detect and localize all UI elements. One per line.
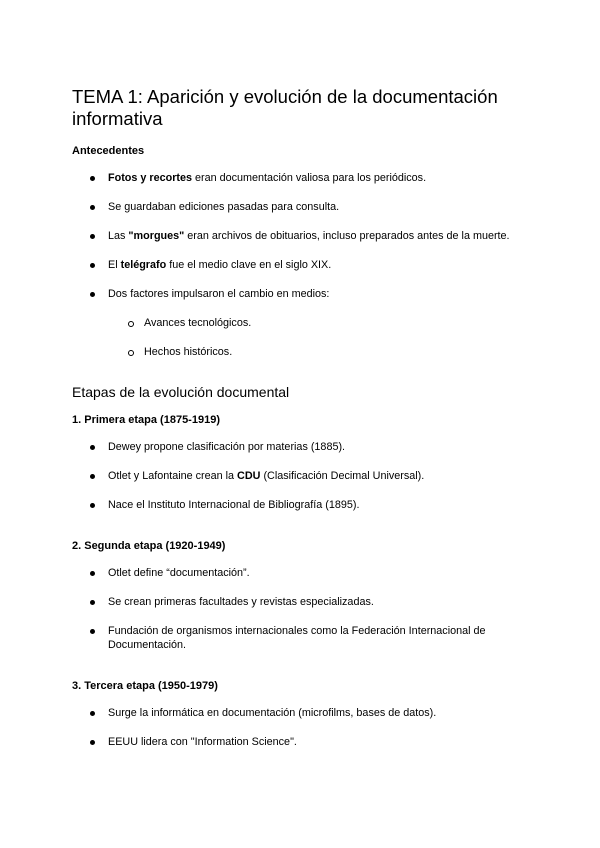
section-heading-etapas: Etapas de la evolución documental [72, 384, 290, 400]
stage-title-2: 2. Segunda etapa (1920-1949) [72, 540, 226, 552]
document-page [72, 86, 540, 749]
list-item: Dewey propone clasificación por materias (1885). [72, 440, 540, 454]
list-item: Otlet y Lafontaine crean la CDU (Clasificación Decimal Universal). [72, 469, 540, 483]
sub-list-item: Hechos históricos. [72, 345, 540, 359]
stage-3-list [72, 706, 540, 749]
stage-1-list [72, 440, 540, 512]
list-item: Fotos y recortes eran documentación valiosa para los periódicos. [72, 171, 540, 185]
list-item: Se crean primeras facultades y revistas especializadas. [72, 595, 540, 609]
sub-list-item: Avances tecnológicos. [72, 316, 540, 330]
section-heading-antecedentes: Antecedentes [72, 145, 145, 157]
list-item: Surge la informática en documentación (microfilms, bases de datos). [72, 706, 540, 720]
list-item: El telégrafo fue el medio clave en el siglo XIX. [72, 258, 540, 272]
antecedentes-list [72, 171, 540, 359]
stage-title-1: 1. Primera etapa (1875-1919) [72, 414, 220, 426]
stage-2-list [72, 566, 540, 652]
list-item: Otlet define “documentación”. [72, 566, 540, 580]
list-item: Fundación de organismos internacionales como la Federación Internacional de Documentación. [72, 624, 540, 652]
list-item: Dos factores impulsaron el cambio en medios: [72, 287, 540, 301]
list-item: Se guardaban ediciones pasadas para consulta. [72, 200, 540, 214]
list-item: EEUU lidera con "Information Science". [72, 735, 540, 749]
document-title: TEMA 1: Aparición y evolución de la documentación informativa [72, 86, 498, 129]
stage-title-3: 3. Tercera etapa (1950-1979) [72, 680, 218, 692]
list-item: Las "morgues" eran archivos de obituarios, incluso preparados antes de la muerte. [72, 229, 540, 243]
list-item: Nace el Instituto Internacional de Bibliografía (1895). [72, 498, 540, 512]
